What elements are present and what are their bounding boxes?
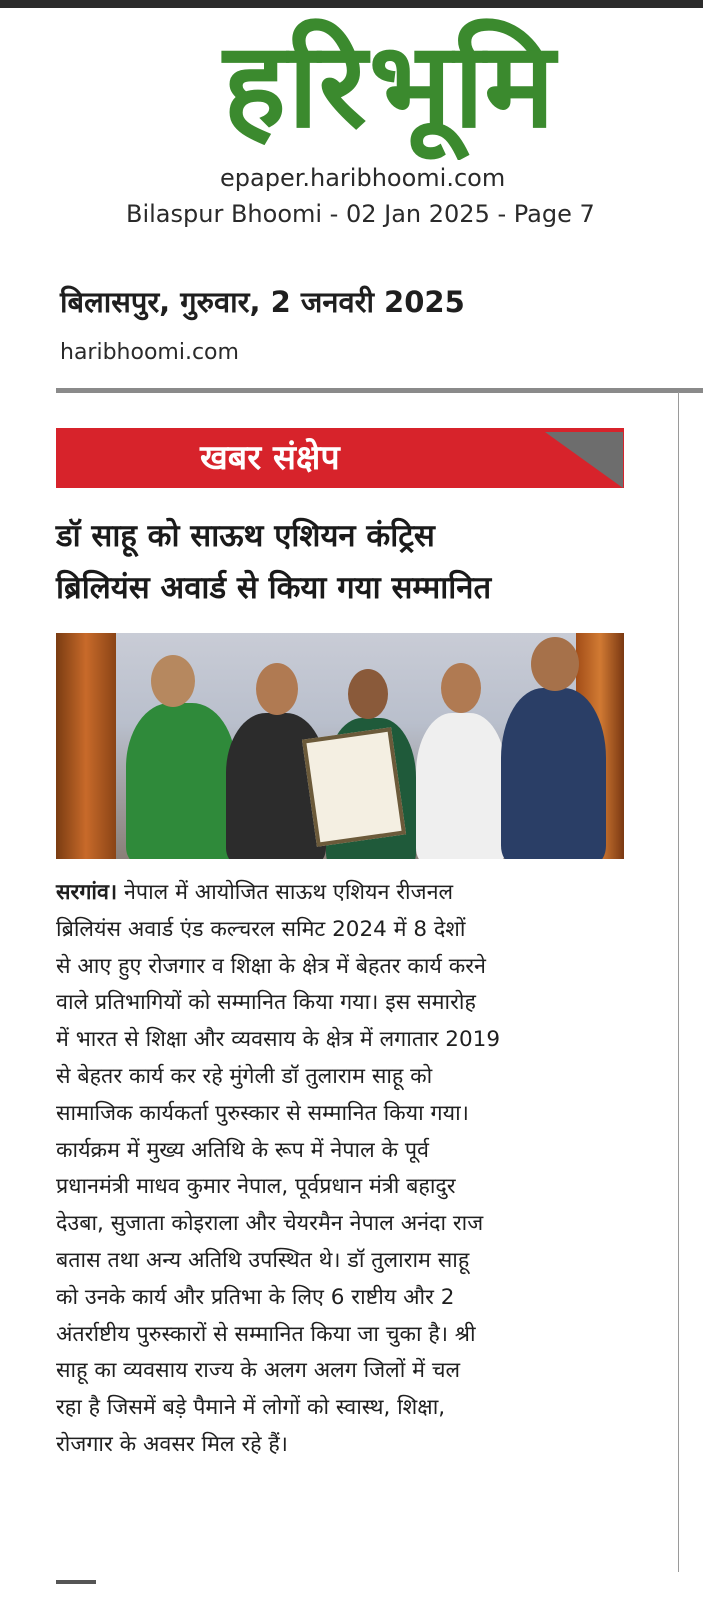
body-line: ब्रिलियंस अवार्ड एंड कल्चरल समिट 2024 में 8 देशों [56,916,466,942]
dateline: बिलासपुर, गुरुवार, 2 जनवरी 2025 [60,285,465,319]
body-line: रोजगार के अवसर मिल रहे हैं। [56,1431,288,1457]
body-line: वाले प्रतिभागियों को सम्मानित किया गया। इस समारोह [56,990,476,1016]
body-line: अंतर्राष्टीय पुरुस्कारों से सम्मानित किया जा चुका है। श्री [56,1321,476,1347]
section-banner [56,428,624,488]
article-photo [56,633,624,859]
banner-fold [545,432,623,488]
body-line: कार्यक्रम में मुख्य अतिथि के रूप में नेपाल के पूर्व [56,1137,430,1163]
epaper-url: epaper.haribhoomi.com [220,164,506,192]
bottom-fragment [56,1580,96,1584]
column-rule [678,392,679,1572]
body-line: से आए हुए रोजगार व शिक्षा के क्षेत्र में बेहतर कार्य करने [56,953,486,979]
person-head-2 [256,663,298,715]
person-head-4 [441,663,481,713]
site-url: haribhoomi.com [60,340,239,365]
certificate-frame [302,727,406,846]
body-line: साहू का व्यवसाय राज्य के अलग अलग जिलों में चल [56,1358,461,1384]
top-edge-bar [0,0,703,8]
body-line: प्रधानमंत्री माधव कुमार नेपाल, पूर्वप्रधान मंत्री बहादुर [56,1174,456,1200]
edition-info: Bilaspur Bhoomi - 02 Jan 2025 - Page 7 [126,200,595,228]
body-line: से बेहतर कार्य कर रहे मुंगेली डॉ तुलाराम साहू को [56,1063,433,1089]
body-line: बतास तथा अन्य अतिथि उपस्थित थे। डॉ तुलाराम साहू [56,1247,470,1273]
photo-curtain-left [56,633,116,859]
person-head-5 [531,637,579,691]
lead-place: सरगांव। [56,880,118,905]
headline-line-2: ब्रिलियंस अवार्ड से किया गया सम्मानित [56,570,492,606]
body-line: को उनके कार्य और प्रतिभा के लिए 6 राष्टीय और 2 [56,1284,455,1310]
body-line-1-text: नेपाल में आयोजित साऊथ एशियन रीजनल [117,880,454,905]
person-blue-jacket [501,688,606,859]
body-line: में भारत से शिक्षा और व्यवसाय के क्षेत्र में लगातार 2019 [56,1027,501,1053]
body-line: देउबा, सुजाता कोइराला और चेयरमैन नेपाल अनंदा राज [56,1211,484,1237]
person-green-kurta [126,703,236,859]
article-body [56,875,628,1464]
newspaper-masthead: हरिभूमि [223,16,557,154]
body-line-1 [56,875,628,912]
section-banner-label: खबर संक्षेप [200,438,340,478]
body-line: रहा है जिसमें बड़े पैमाने में लोगों को स्वास्थ, शिक्षा, [56,1395,446,1421]
article-headline [56,510,626,614]
person-head-1 [151,655,195,707]
person-head-3 [348,669,388,719]
headline-line-1: डॉ साहू को साऊथ एशियन कंट्रिस [56,518,435,554]
person-white-outfit [416,713,506,859]
header-rule [56,388,703,393]
body-line: सामाजिक कार्यकर्ता पुरुस्कार से सम्मानित किया गया। [56,1100,469,1126]
